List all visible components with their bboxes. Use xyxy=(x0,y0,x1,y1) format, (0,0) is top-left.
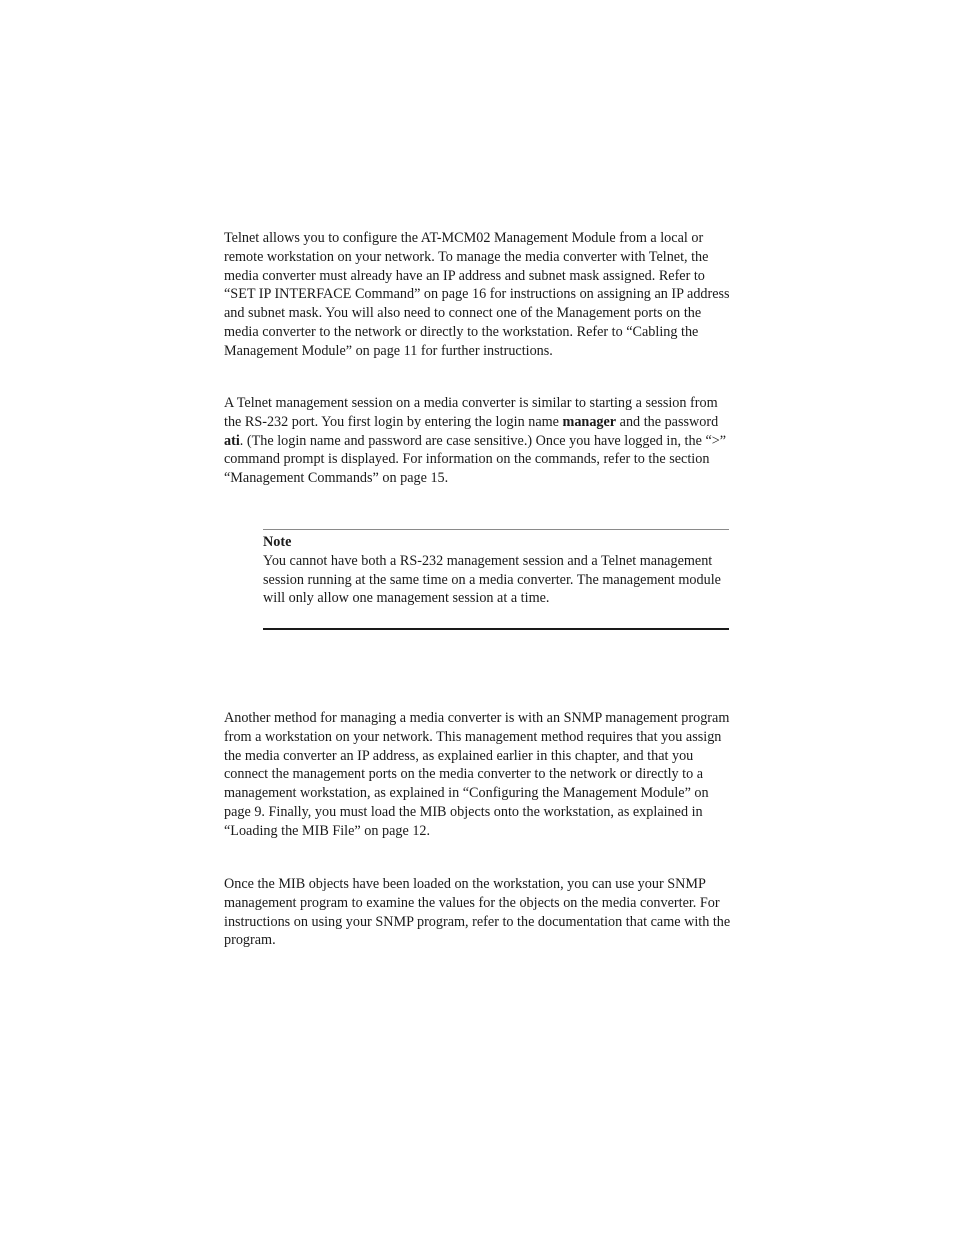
snmp-intro-paragraph: Another method for managing a media converter is with an SNMP management program from a workstation on your network. This management method requires that you assign the media converter an IP address, as explained earlier in this chapter, and that you connect the management ports on the media converter to the network or directly to a management workstation, as explained in “Configuring the Management Module” on page 9. Finally, you must load the MIB objects onto the workstation, as explained in “Loading the MIB File” on page 12. xyxy=(224,710,730,839)
telnet-login-paragraph xyxy=(224,394,734,488)
snmp-usage-paragraph: Once the MIB objects have been loaded on the workstation, you can use your SNMP management program to examine the values for the objects on the media converter. For instructions on using your SNMP program, refer to the documentation that came with the program. xyxy=(224,876,731,949)
telnet-login-text-a: A Telnet management session on a media converter is similar to starting a session from the RS-232 port. You first login by entering the login name xyxy=(224,395,718,430)
telnet-login-text-b: and the password xyxy=(616,413,719,430)
telnet-login-text-c: . (The login name and password are case sensitive.) Once you have logged in, the “>” command prompt is displayed. For information on the commands, refer to the section “Management Commands” on page 15. xyxy=(224,432,727,487)
note-box xyxy=(263,529,729,630)
telnet-intro-paragraph: Telnet allows you to configure the AT-MCM02 Management Module from a local or remote workstation on your network. To manage the media converter with Telnet, the media converter must already have an IP address and subnet mask assigned. Refer to “SET IP INTERFACE Command” on page 16 for instructions on assigning an IP address and subnet mask. You will also need to connect one of the Management ports on the media converter to the network or directly to the workstation. Refer to “Cabling the Management Module” on page 11 for further instructions. xyxy=(224,230,730,359)
password: ati xyxy=(224,432,240,449)
note-body: You cannot have both a RS-232 management session and a Telnet management session running at the same time on a media converter. The management module will only allow one management session at a time. xyxy=(263,552,721,607)
login-name: manager xyxy=(562,413,617,430)
note-title: Note xyxy=(263,534,292,550)
